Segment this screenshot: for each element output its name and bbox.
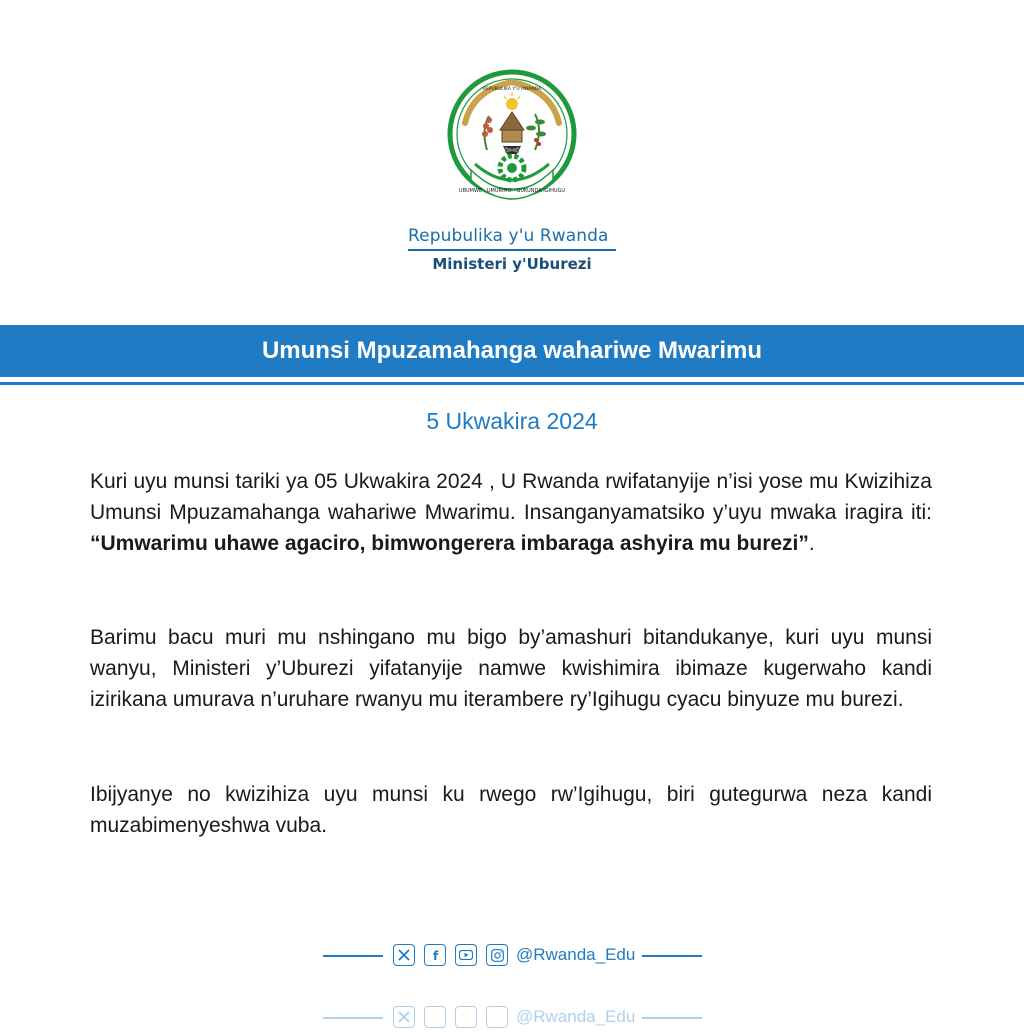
instagram-icon[interactable]	[486, 944, 508, 966]
svg-text:f: f	[433, 949, 439, 962]
banner-underline	[0, 382, 1024, 385]
social-handle: @Rwanda_Edu	[516, 1007, 636, 1026]
social-footer-duplicate	[0, 1004, 1024, 1032]
svg-text:REPUBULIKA Y'U RWANDA: REPUBULIKA Y'U RWANDA	[482, 87, 542, 92]
government-divider	[408, 249, 616, 251]
ministry-name: Ministeri y'Uburezi	[432, 254, 592, 273]
footer-right-line	[642, 1017, 702, 1019]
facebook-icon[interactable]	[424, 944, 446, 966]
paragraph-2: Barimu bacu muri mu nshingano mu bigo by’amashuri bitandukanye, kuri uyu munsi wanyu, Ministeri y’Uburezi yifatanyije namwe kwishimira ibimaze kugerwaho kandi izirikana umurava n’uruhare rwanyu mu iterambere ry’Igihugu cyacu binyuze mu burezi.	[90, 626, 932, 711]
government-ministry-block	[408, 226, 616, 273]
youtube-icon	[455, 1006, 477, 1028]
paragraph-1-end: .	[808, 532, 815, 555]
footer-right-line	[642, 955, 702, 957]
social-footer	[0, 942, 1024, 970]
svg-text:UBUMWE · UMURIMO · GUKUNDA IGI: UBUMWE · UMURIMO · GUKUNDA IGIHUGU	[458, 188, 566, 194]
x-icon[interactable]	[393, 944, 415, 966]
theme-quote: “Umwarimu uhawe agaciro, bimwongerera imbaraga ashyira mu burezi”	[90, 532, 809, 555]
footer-left-line	[323, 1017, 383, 1019]
title-banner	[0, 325, 1024, 377]
page-title: Umunsi Mpuzamahanga wahariwe Mwarimu	[261, 337, 763, 364]
paragraph-3: Ibijyanye no kwizihiza uyu munsi ku rwego rw’Igihugu, biri gutegurwa neza kandi muzabimenyeshwa vuba.	[90, 783, 932, 837]
youtube-icon[interactable]	[455, 944, 477, 966]
facebook-icon	[424, 1006, 446, 1028]
footer-left-line	[323, 955, 383, 957]
instagram-icon	[486, 1006, 508, 1028]
government-name: Repubulika y'u Rwanda	[408, 226, 609, 246]
paragraph-1	[90, 466, 932, 559]
social-handle[interactable]: @Rwanda_Edu	[516, 945, 636, 964]
paragraph-1-intro: Kuri uyu munsi tariki ya 05 Ukwakira 2024 , U Rwanda rwifatanyije n’isi yose mu Kwizihiza Umunsi Mpuzamahanga wahariwe Mwarimu. Insanganyamatsiko y’uyu mwaka iragira iti:	[90, 470, 932, 524]
announcement-date: 5 Ukwakira 2024	[426, 408, 598, 434]
rwanda-coat-of-arms-emblem	[445, 68, 579, 210]
x-icon	[393, 1006, 415, 1028]
